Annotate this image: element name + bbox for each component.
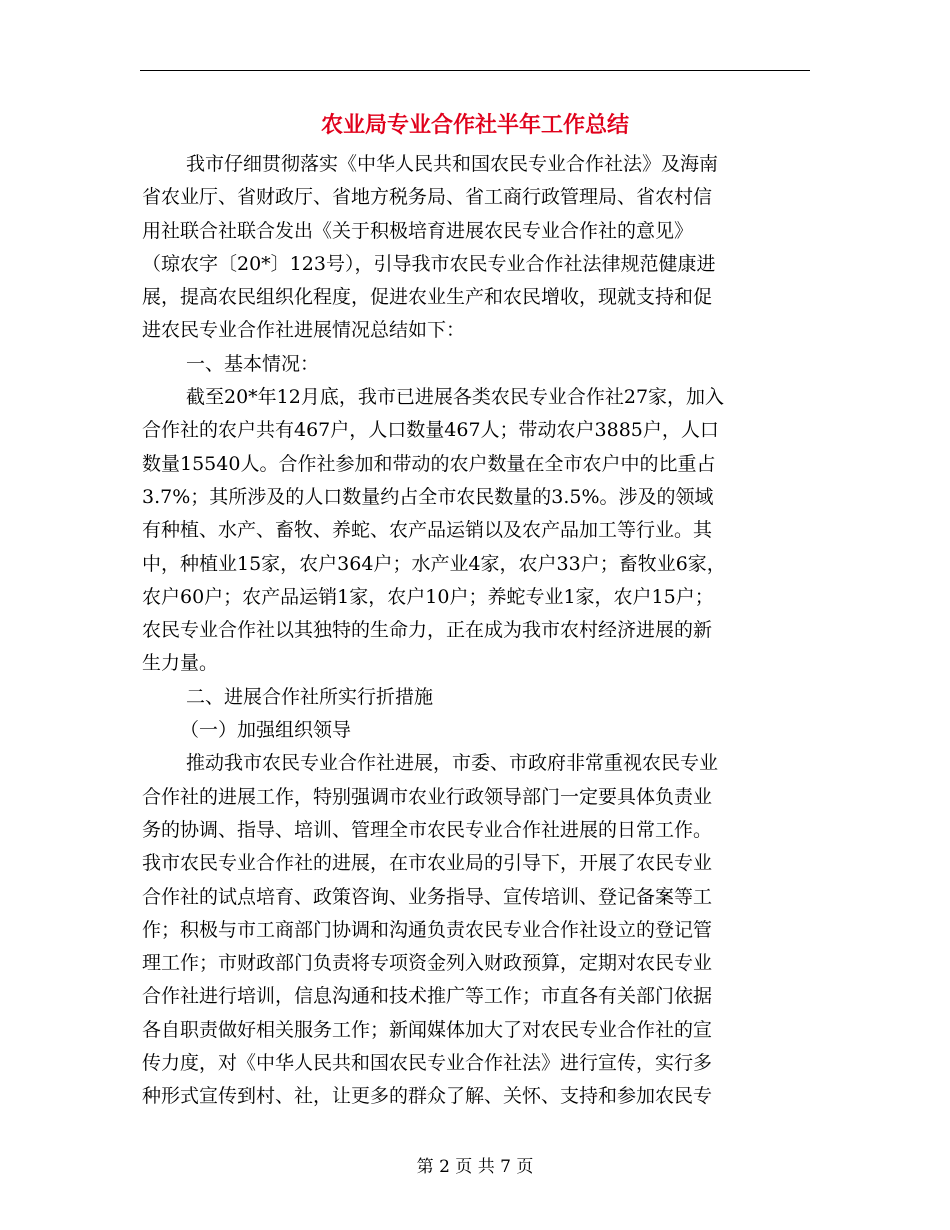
paragraph-line: 作；积极与市工商部门协调和沟通负责农民专业合作社设立的登记管	[142, 918, 713, 941]
paragraph-line: 农民专业合作社以其独特的生命力，正在成为我市农村经济进展的新	[142, 619, 713, 642]
paragraph-line: （琼农字〔20*〕123号），引导我市农民专业合作社法律规范健康进	[142, 252, 716, 275]
paragraph-line: 我市仔细贯彻落实《中华人民共和国农民专业合作社法》及海南	[186, 153, 719, 175]
paragraph-line: 合作社的农户共有467户，人口数量467人；带动农户3885户，人口	[142, 419, 719, 442]
section-heading: 二、进展合作社所实行折措施	[186, 685, 434, 708]
paragraph-line: 合作社的试点培育、政策咨询、业务指导、宣传培训、登记备案等工	[142, 885, 713, 908]
paragraph-line: 合作社进行培训，信息沟通和技术推广等工作；市直各有关部门依据	[142, 985, 713, 1008]
paragraph-line: 中，种植业15家，农户364户；水产业4家，农户33户；畜牧业6家，	[142, 552, 726, 575]
paragraph-line: 生力量。	[142, 652, 219, 675]
paragraph-line: 推动我市农民专业合作社进展，市委、市政府非常重视农民专业	[186, 752, 719, 775]
paragraph-line: 进农民专业合作社进展情况总结如下：	[142, 319, 466, 342]
header-rule	[140, 70, 810, 71]
paragraph-line: 种形式宣传到村、社，让更多的群众了解、关怀、支持和参加农民专	[142, 1085, 713, 1108]
paragraph-line: 省农业厅、省财政厅、省地方税务局、省工商行政管理局、省农村信	[142, 186, 713, 209]
paragraph-line: 3.7%；其所涉及的人口数量约占全市农民数量的3.5%。涉及的领域	[142, 485, 714, 508]
paragraph-line: 我市农民专业合作社的进展，在市农业局的引导下，开展了农民专业	[142, 852, 713, 875]
page-number: 第 2 页 共 7 页	[416, 1157, 534, 1177]
paragraph-line: 各自职责做好相关服务工作；新闻媒体加大了对农民专业合作社的宣	[142, 1018, 713, 1041]
paragraph-line: 传力度，对《中华人民共和国农民专业合作社法》进行宣传，实行多	[142, 1052, 713, 1075]
paragraph-line: 展，提高农民组织化程度，促进农业生产和农民增收，现就支持和促	[142, 286, 713, 309]
paragraph-line: 合作社的进展工作，特别强调市农业行政领导部门一定要具体负责业	[142, 785, 713, 808]
document-body	[142, 148, 822, 1114]
paragraph-line: 用社联合社联合发出《关于积极培育进展农民专业合作社的意见》	[142, 219, 694, 242]
paragraph-line: 有种植、水产、畜牧、养蛇、农产品运销以及农产品加工等行业。其	[142, 519, 713, 542]
paragraph-line: 农户60户；农产品运销1家，农户10户；养蛇专业1家，农户15户；	[142, 585, 714, 608]
paragraph-line: 数量15540人。合作社参加和带动的农户数量在全市农户中的比重占	[142, 452, 716, 475]
document-title: 农业局专业合作社半年工作总结	[320, 112, 629, 138]
paragraph-line: 务的协调、指导、培训、管理全市农民专业合作社进展的日常工作。	[142, 818, 713, 841]
section-heading: 一、基本情况：	[186, 352, 320, 375]
subsection-heading: （一）加强组织领导	[180, 719, 352, 742]
paragraph-line: 截至20*年12月底，我市已进展各类农民专业合作社27家，加入	[186, 386, 725, 409]
paragraph-line: 理工作；市财政部门负责将专项资金列入财政预算，定期对农民专业	[142, 952, 713, 975]
